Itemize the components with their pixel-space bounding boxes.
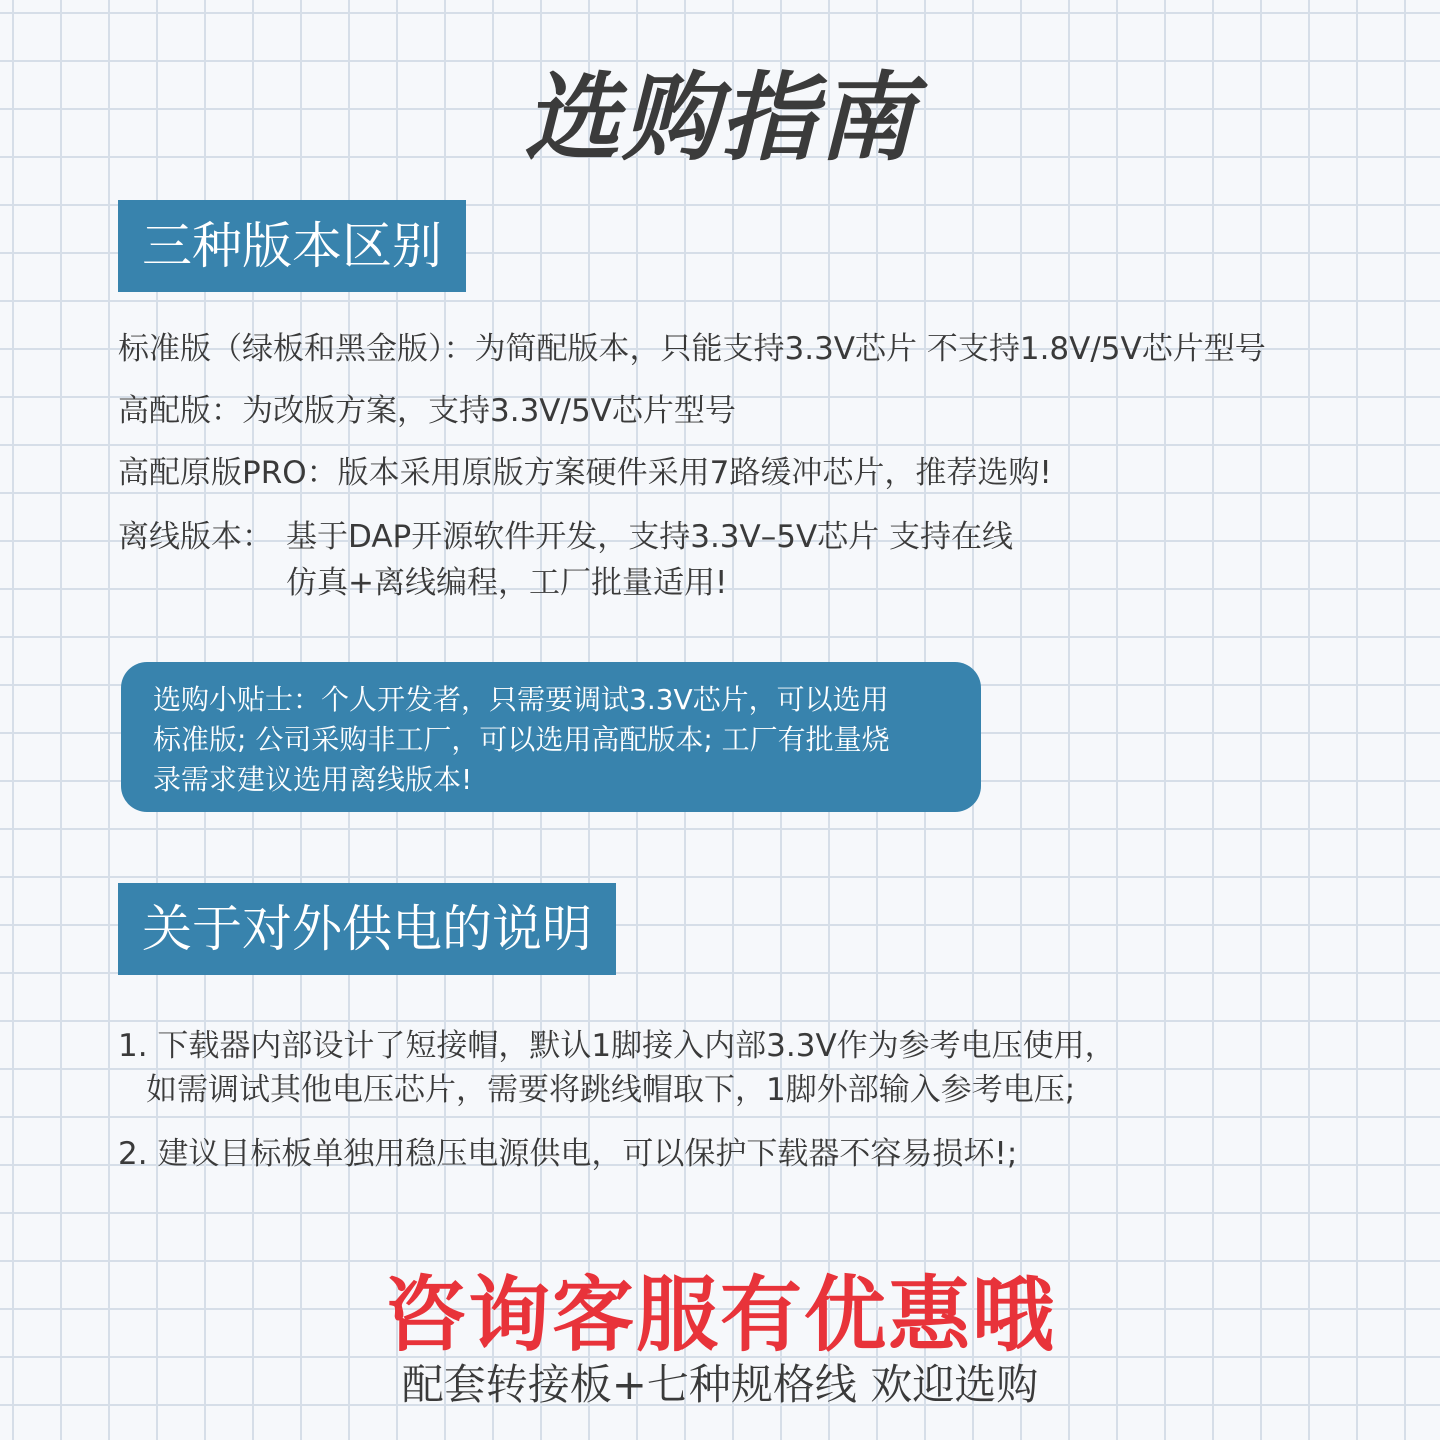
version-item-offline: [118, 515, 1013, 559]
power-note-2: 2. 建议目标板单独用稳压电源供电，可以保护下载器不容易损坏!;: [118, 1136, 1018, 1172]
version-text: 为简配版本，只能支持3.3V芯片 不支持1.8V/5V芯片型号: [474, 331, 1266, 367]
version-text: 版本采用原版方案硬件采用7路缓冲芯片，推荐选购!: [337, 455, 1052, 491]
promo-headline: 咨询客服有优惠哦: [383, 1268, 1056, 1363]
version-text-continued: 仿真+离线编程，工厂批量适用!: [286, 565, 728, 601]
power-note-1: 1. 下载器内部设计了短接帽，默认1脚接入内部3.3V作为参考电压使用，: [118, 1028, 1116, 1064]
version-label: 标准版（绿板和黑金版）：: [118, 331, 475, 367]
version-label: 离线版本：: [118, 519, 273, 555]
tip-line: 选购小贴士：个人开发者，只需要调试3.3V芯片，可以选用: [153, 683, 889, 716]
version-label: 高配版：: [118, 393, 242, 429]
version-item-pro: [118, 451, 1052, 495]
version-text: 为改版方案，支持3.3V/5V芯片型号: [242, 393, 736, 429]
version-label: 高配原版PRO：: [118, 455, 338, 491]
page-title: 选购指南: [524, 62, 916, 174]
version-item-standard: [118, 327, 1266, 371]
section-header-power: 关于对外供电的说明: [118, 883, 616, 975]
power-note-1-continued: 如需调试其他电压芯片，需要将跳线帽取下，1脚外部输入参考电压;: [146, 1072, 1076, 1108]
version-text: 基于DAP开源软件开发，支持3.3V–5V芯片 支持在线: [286, 519, 1014, 555]
promo-subline: 配套转接板+七种规格线 欢迎选购: [401, 1360, 1039, 1409]
buying-tip-box: [121, 662, 981, 812]
tip-line: 录需求建议选用离线版本!: [153, 763, 473, 796]
version-item-high: [118, 389, 736, 433]
section-header-versions: 三种版本区别: [118, 200, 466, 292]
tip-line: 标准版; 公司采购非工厂，可以选用高配版本; 工厂有批量烧: [153, 723, 890, 756]
